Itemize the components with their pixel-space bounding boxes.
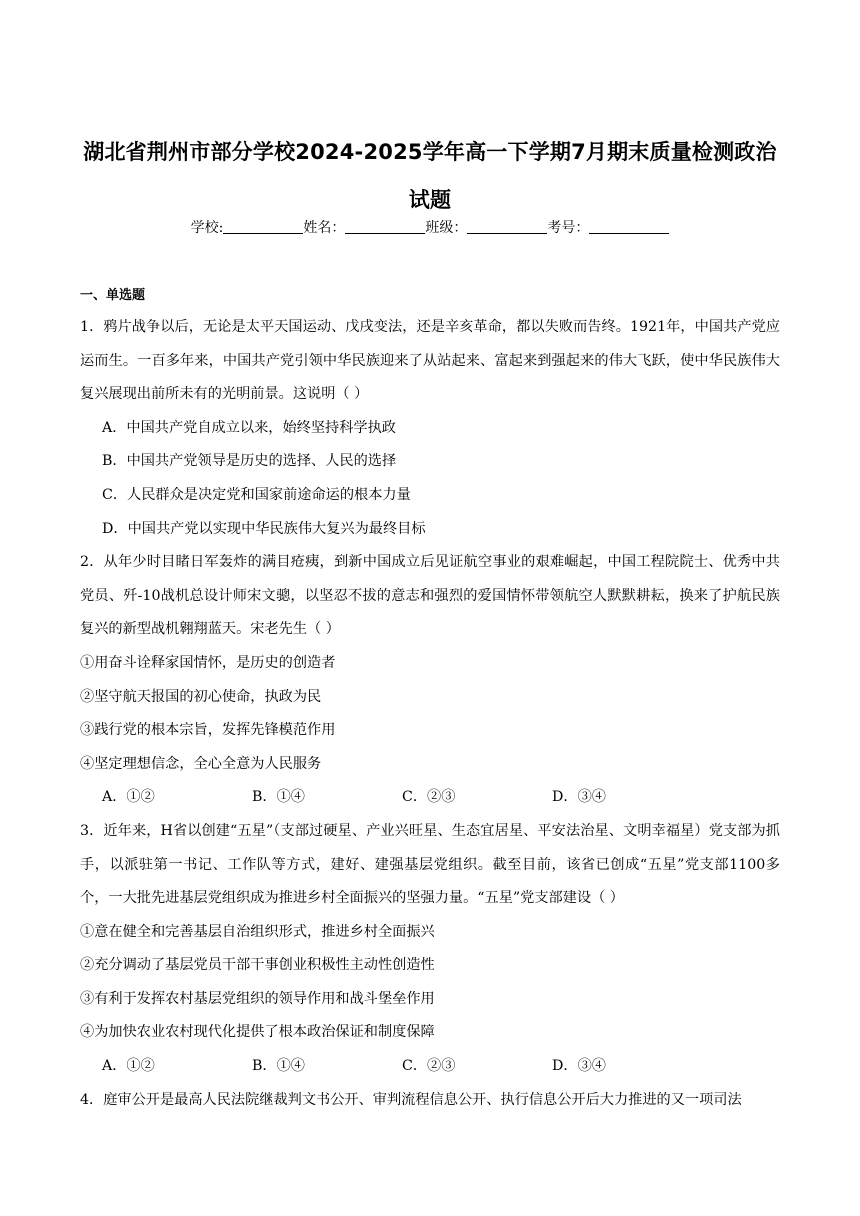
question-3-statement-1: ①意在健全和完善基层自治组织形式，推进乡村全面振兴 [80,923,435,940]
question-2-statement-3: ③践行党的根本宗旨，发挥先锋模范作用 [80,722,336,739]
exam-title-line1: 湖北省荆州市部分学校2024-2025学年高一下学期7月期末质量检测政治 [83,140,777,164]
question-3-statement-3: ③有利于发挥农村基层党组织的领导作用和战斗堡垒作用 [80,990,435,1007]
question-2-choice-c: C．②③ [402,789,456,806]
class-label: 班级： [425,220,468,236]
question-1-stem: 1．鸦片战争以后，无论是太平天国运动、戊戌变法，还是辛亥革命，都以失败而告终。1921年，中国共产党应运而生。一百多年来，中国共产党引领中华民族迎来了从站起来、富起来到强起来的伟大飞跃，使中华民族伟大复兴展现出前所未有的光明前景。这说明（ ） [80,319,780,403]
question-3-choice-a: A．①② [102,1058,155,1075]
question-3-choice-d: D．③④ [552,1058,606,1075]
question-2-choices [80,781,780,815]
question-2-statement-4: ④坚定理想信念，全心全意为人民服务 [80,755,322,772]
question-3-choice-b: B．①④ [252,1058,305,1075]
name-label: 姓名： [303,220,346,236]
question-1-option-d: D．中国共产党以实现中华民族伟大复兴为最终目标 [102,520,426,537]
question-3-choice-c: C．②③ [402,1058,456,1075]
question-3-choices [80,1050,780,1084]
question-4 [80,1084,780,1118]
question-1-option-b: B．中国共产党领导是历史的选择、人民的选择 [102,453,397,470]
question-2-statement-1: ①用奋斗诠释家国情怀，是历史的创造者 [80,654,336,671]
section-heading: 一、单选题 [80,288,146,303]
question-list [80,311,780,1117]
question-1 [80,311,780,546]
exam-no-blank [589,219,669,234]
student-info-line [60,218,800,238]
exam-title [60,128,800,224]
question-2-choice-d: D．③④ [552,789,606,806]
question-2-stem: 2．从年少时目睹日军轰炸的满目疮痍，到新中国成立后见证航空事业的艰难崛起，中国工程院院士、优秀中共党员、歼-10战机总设计师宋文骢，以坚忍不拔的意志和强烈的爱国情怀带领航空人默默耕耘，换来了护航民族复兴的新型战机翱翔蓝天。宋老先生（ ） [80,554,780,638]
question-2-statement-2: ②坚守航天报国的初心使命，执政为民 [80,688,322,705]
question-1-option-a: A．中国共产党自成立以来，始终坚持科学执政 [102,419,396,436]
question-3 [80,815,780,1084]
question-2 [80,546,780,815]
school-label: 学校: [190,220,224,236]
question-2-choice-a: A．①② [102,789,155,806]
question-1-option-c: C．人民群众是决定党和国家前途命运的根本力量 [102,486,411,503]
question-2-choice-b: B．①④ [252,789,305,806]
question-4-stem: 4．庭审公开是最高人民法院继裁判文书公开、审判流程信息公开、执行信息公开后大力推进的又一项司法 [80,1091,742,1108]
question-3-stem: 3．近年来，H省以创建“五星”（支部过硬星、产业兴旺星、生态宜居星、平安法治星、文明幸福星）党支部为抓手，以派驻第一书记、工作队等方式，建好、建强基层党组织。截至目前，该省已创成“五星”党支部1100多个，一大批先进基层党组织成为推进乡村全面振兴的坚强力量。“五星”党支部建设（ ） [80,822,780,907]
question-3-statement-2: ②充分调动了基层党员干部干事创业积极性主动性创造性 [80,957,435,974]
school-blank [223,219,303,234]
name-blank [345,219,425,234]
class-blank [467,219,547,234]
question-3-statement-4: ④为加快农业农村现代化提供了根本政治保证和制度保障 [80,1024,435,1041]
exam-title-line2: 试题 [408,188,452,212]
exam-no-label: 考号： [547,220,590,236]
